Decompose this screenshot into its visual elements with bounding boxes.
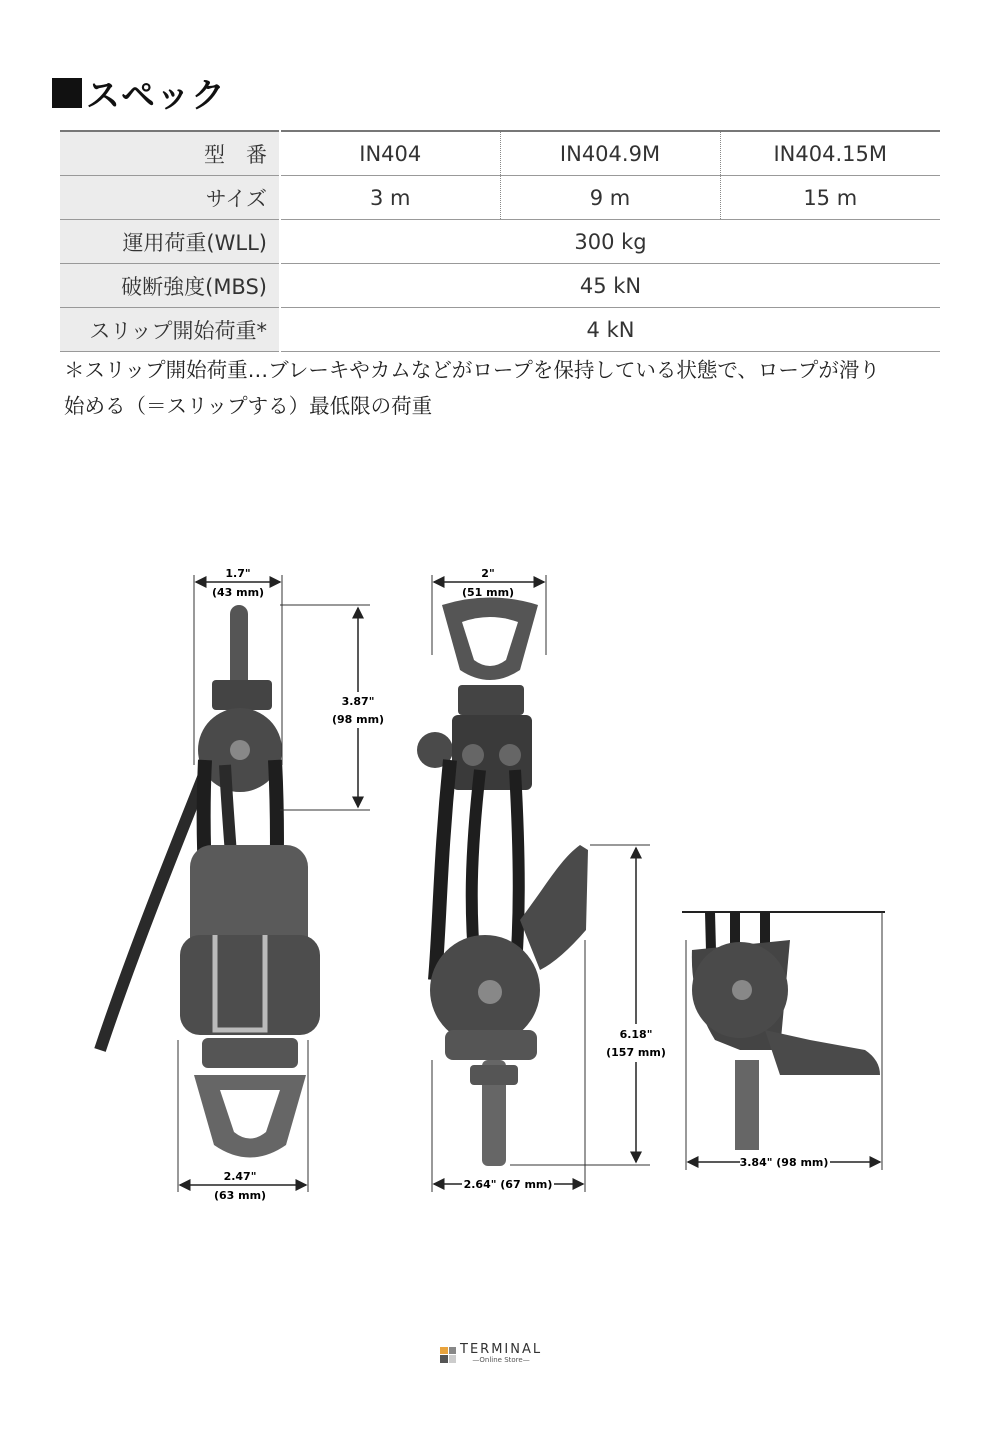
table-row-model <box>60 131 940 176</box>
logo-sub-text: —Online Store— <box>472 1356 530 1364</box>
row-label-model: 型 番 <box>60 131 280 176</box>
device-side-view <box>417 567 666 1192</box>
cell-model-1: IN404 <box>280 131 500 176</box>
row-label-mbs: 破断強度(MBS) <box>60 264 280 308</box>
footnote-line-2: 始める（＝スリップする）最低限の荷重 <box>64 394 433 418</box>
row-label-wll: 運用荷重(WLL) <box>60 220 280 264</box>
dim-label-bottom-in: 2.47" <box>223 1170 257 1183</box>
dim-label-width-mm: (43 mm) <box>211 586 265 599</box>
cell-size-3: 15 m <box>720 176 940 220</box>
footnote <box>64 352 944 424</box>
dim-label-height-in: 3.87" <box>341 695 375 708</box>
section-title: スペック <box>86 76 226 116</box>
footnote-line-1: ＊スリップ開始荷重…ブレーキやカムなどがロープを保持している状態で、ロープが滑り <box>64 358 880 382</box>
device-front-view <box>100 567 388 1202</box>
table-row-wll <box>60 220 940 264</box>
spec-table <box>60 130 940 352</box>
cell-wll-value: 300 kg <box>280 220 940 264</box>
cell-model-3: IN404.15M <box>720 131 940 176</box>
dim-label-width-in: 1.7" <box>225 567 251 580</box>
dim-label-eye-in: 2" <box>481 567 495 580</box>
device-compact-view <box>682 912 885 1170</box>
cell-size-2: 9 m <box>500 176 720 220</box>
dim-label-height-mm: (98 mm) <box>331 713 385 726</box>
section-heading <box>52 68 226 117</box>
row-label-slip: スリップ開始荷重* <box>60 308 280 352</box>
cell-size-1: 3 m <box>280 176 500 220</box>
dim-label-eye-mm: (51 mm) <box>461 586 515 599</box>
terminal-logo <box>440 1344 542 1365</box>
square-bullet-icon <box>52 78 82 108</box>
dim-label-compact-width: 3.84" (98 mm) <box>739 1156 829 1169</box>
logo-main-text: TERMINAL <box>460 1342 543 1357</box>
dim-label-total-in: 6.18" <box>619 1028 653 1041</box>
table-row-mbs <box>60 264 940 308</box>
table-row-slip <box>60 308 940 352</box>
dim-label-side-width: 2.64" (67 mm) <box>463 1178 553 1191</box>
dim-label-bottom-mm: (63 mm) <box>213 1189 267 1202</box>
cell-slip-value: 4 kN <box>280 308 940 352</box>
dim-label-total-mm: (157 mm) <box>606 1046 666 1059</box>
logo-mark-icon <box>440 1347 456 1363</box>
cell-mbs-value: 45 kN <box>280 264 940 308</box>
table-row-size <box>60 176 940 220</box>
row-label-size: サイズ <box>60 176 280 220</box>
dimension-diagram <box>90 560 910 1220</box>
cell-model-2: IN404.9M <box>500 131 720 176</box>
